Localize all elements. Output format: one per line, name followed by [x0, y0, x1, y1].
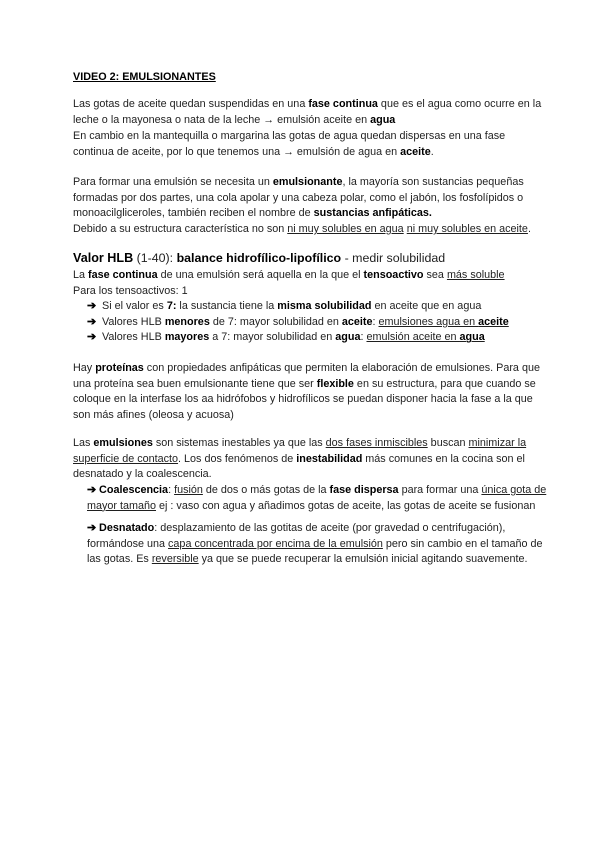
paragraph-butter: En cambio en la mantequilla o margarina las gotas de agua quedan dispersas en una fase continua de aceite, por lo que tenemos una → emulsión de agua en aceite. [73, 130, 506, 158]
paragraph-continuous-phase: Las gotas de aceite quedan suspendidas en una fase continua que es el agua como ocurre en la leche o la mayonesa o nata de la leche → emulsión aceite en agua [73, 98, 542, 126]
list-item: ➔ Valores HLB mayores a 7: mayor solubilidad en agua: emulsión aceite en agua [87, 330, 543, 346]
arrow-icon: ➔ [87, 522, 97, 534]
arrow-icon: ➔ [87, 484, 97, 496]
arrow-icon: ➔ [87, 315, 97, 328]
paragraph-tensoactivos: Para los tensoactivos: 1 [73, 285, 188, 297]
paragraph-instability: Las emulsiones son sistemas inestables ya que las dos fases inmiscibles buscan minimizar la superficie de contacto. Los dos fenómenos de inestabilidad más comunes en la cocina son el desnatado y la coalescencia. [73, 437, 527, 481]
skimming-item: ➔ Desnatado: desplazamiento de las gotitas de aceite (por gravedad o centrifugación), formándose una capa concentrada por encima de la emulsión pero sin cambio en el tamaño de las gotas. Es reversible ya que se puede recuperar la emulsión inicial agitando suavemente. [87, 522, 543, 566]
list-item: ➔ Si el valor es 7: la sustancia tiene la misma solubilidad en aceite que en agua [87, 299, 543, 315]
hlb-heading: Valor HLB (1-40): balance hidrofílico-lipofílico - medir solubilidad [73, 251, 446, 265]
paragraph-continuous-phase-rule: La fase continua de una emulsión será aquella en la que el tensoactivo sea más soluble [73, 269, 505, 281]
paragraph-emulsifier: Para formar una emulsión se necesita un emulsionante, la mayoría son sustancias pequeñas formadas por dos partes, una cola apolar y una cabeza polar, como el jabón, los fosfolípidos o monoacilgliceroles, también reciben el nombre de sustancias anfipáticas. [73, 176, 524, 220]
paragraph-proteins: Hay proteínas con propiedades anfipáticas que permiten la elaboración de emulsiones. Para que una proteína sea buen emulsionante tiene que ser flexible en su estructura, para que cuando se coloque en la interfase los aa hidrófobos y hidrofílicos se puedan disponer hacia la fase a la que son más afines (oleosa y acuosa) [73, 362, 540, 422]
hlb-list [87, 299, 543, 346]
document-title: VIDEO 2: EMULSIONANTES [73, 71, 216, 83]
coalescence-item: ➔ Coalescencia: fusión de dos o más gotas de la fase dispersa para formar una única gota de mayor tamaño ej : vaso con agua y añadimos gotas de aceite, las gotas de aceite se fusionan [87, 484, 547, 512]
arrow-icon: ➔ [87, 300, 97, 312]
list-item: ➔ Valores HLB menores de 7: mayor solubilidad en aceite: emulsiones agua en aceite [87, 315, 543, 331]
paragraph-solubility: Debido a su estructura característica no son ni muy solubles en agua ni muy solubles en aceite. [73, 223, 531, 235]
arrow-icon: ➔ [87, 331, 97, 344]
